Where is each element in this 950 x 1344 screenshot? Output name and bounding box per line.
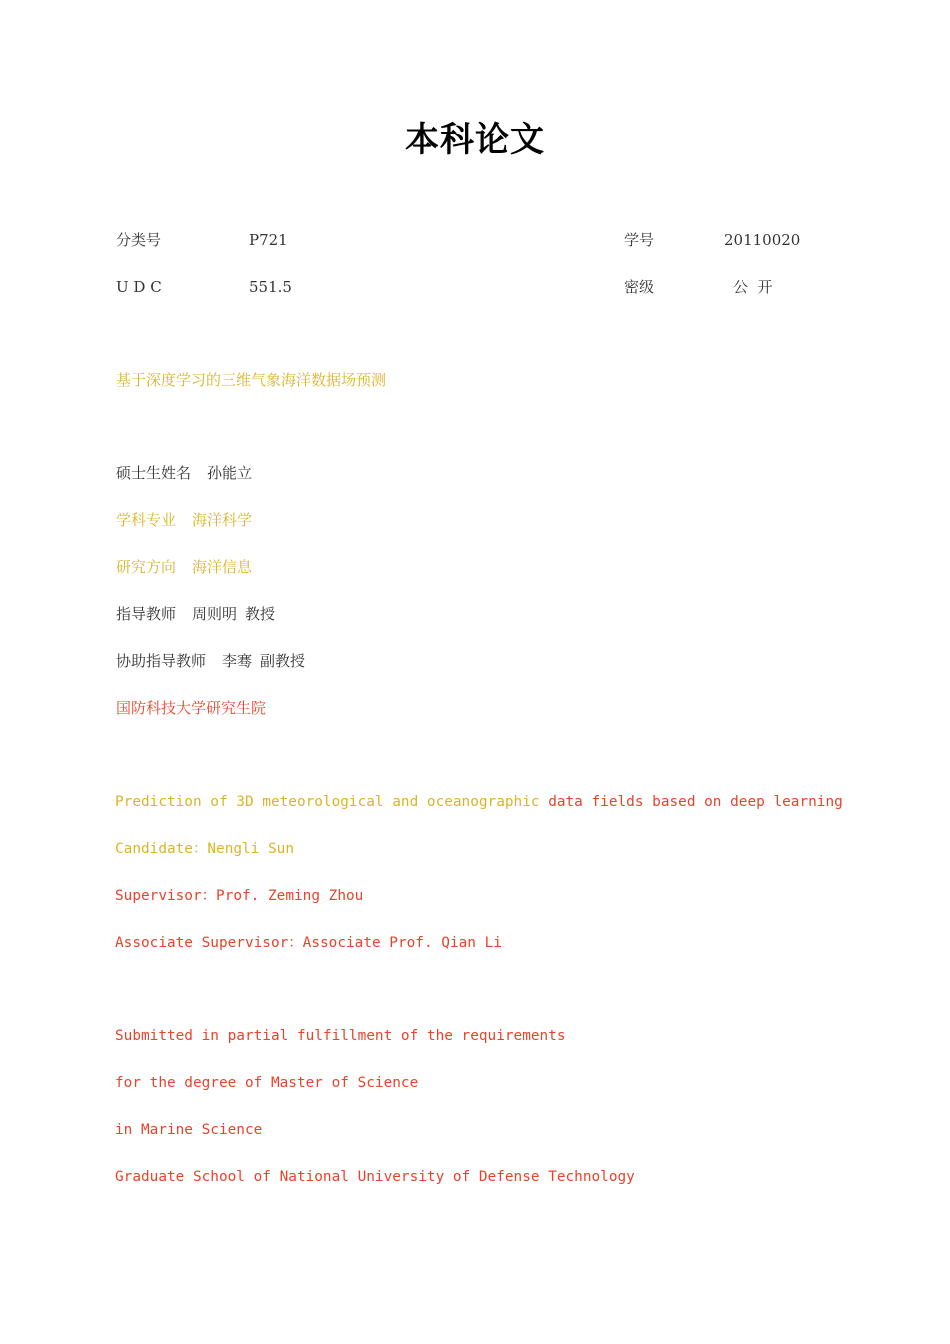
student-id-label: 学号	[624, 231, 655, 249]
assoc-supervisor-name: 李骞	[222, 652, 253, 670]
udc-value: 551.5	[249, 278, 292, 296]
candidate-label: 硕士生姓名	[116, 464, 192, 482]
supervisor-name: 周则明	[192, 605, 238, 623]
direction-value: 海洋信息	[192, 558, 253, 576]
assoc-supervisor-label: 协助指导教师	[116, 652, 207, 670]
thesis-title-en	[115, 792, 843, 812]
major-row	[116, 510, 252, 530]
direction-label: 研究方向	[116, 558, 177, 576]
candidate-value: 孙能立	[207, 464, 253, 482]
submission-line-1: Submitted in partial fulfillment of the requirements	[115, 1028, 566, 1044]
classification-value: P721	[249, 231, 288, 249]
udc-label: U D C	[116, 278, 162, 296]
supervisor-en: Supervisor：Prof. Zeming Zhou	[115, 888, 364, 904]
submission-line-4: Graduate School of National University of Defense Technology	[115, 1169, 635, 1185]
major-value: 海洋科学	[192, 511, 253, 529]
student-id-value: 20110020	[724, 231, 801, 249]
thesis-title-cn: 基于深度学习的三维气象海洋数据场预测	[116, 371, 387, 389]
candidate-row	[116, 463, 252, 483]
assoc-supervisor-row	[116, 651, 305, 671]
candidate-en: Candidate：Nengli Sun	[115, 841, 295, 857]
institution-cn: 国防科技大学研究生院	[116, 699, 267, 717]
direction-row	[116, 557, 252, 577]
classification-label: 分类号	[116, 231, 162, 249]
secrecy-value: 公 开	[733, 278, 773, 296]
thesis-title-en-part1: Prediction of 3D meteorological and oceanographic	[115, 794, 540, 810]
secrecy-label: 密级	[624, 278, 655, 296]
thesis-title-en-part2: data fields based on deep learning	[539, 794, 843, 810]
supervisor-label: 指导教师	[116, 605, 177, 623]
major-label: 学科专业	[116, 511, 177, 529]
submission-line-3: in Marine Science	[115, 1122, 263, 1138]
supervisor-row	[116, 604, 275, 624]
assoc-supervisor-en: Associate Supervisor：Associate Prof. Qian Li	[115, 935, 502, 951]
supervisor-title: 教授	[245, 605, 276, 623]
page-title: 本科论文	[405, 120, 545, 160]
submission-line-2: for the degree of Master of Science	[115, 1075, 419, 1091]
assoc-supervisor-title: 副教授	[260, 652, 306, 670]
